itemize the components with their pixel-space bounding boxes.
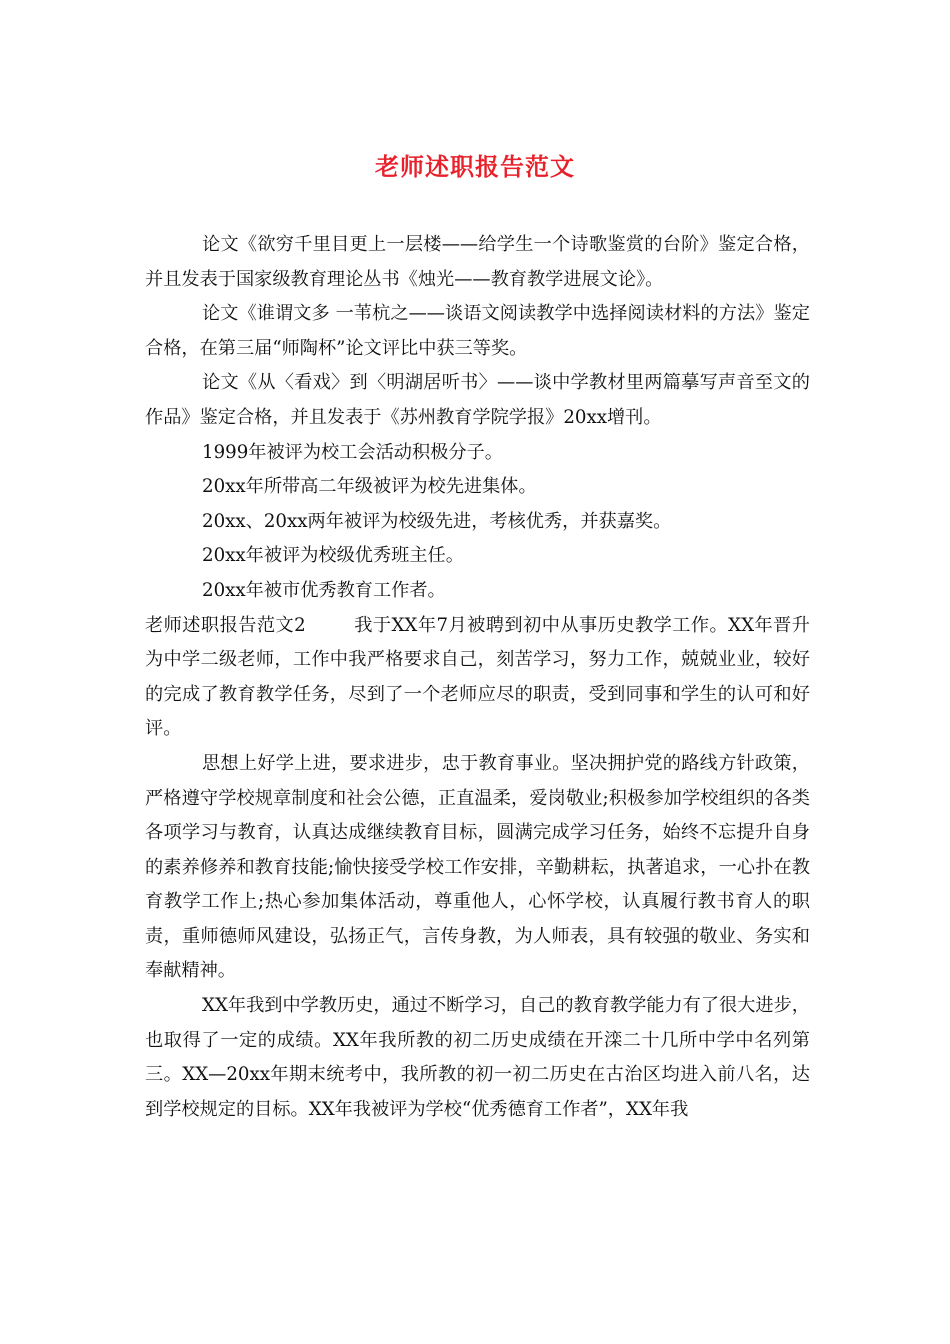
paragraph: 20xx年被评为校级优秀班主任。 bbox=[202, 545, 464, 567]
paragraph: 论文《欲穷千里目更上一层楼——给学生一个诗歌鉴赏的台阶》鉴定合格，并且发表于国家级教育理论丛书《烛光——教育教学进展文论》。 bbox=[145, 234, 810, 290]
section-2-intro bbox=[145, 609, 810, 747]
paragraph: XX年我到中学教历史，通过不断学习，自己的教育教学能力有了很大进步，也取得了一定的成绩。XX年我所教的初二历史成绩在开滦二十几所中学中名列第三。XX—20xx年期末统考中，我所教的初一初二历史在古治区均进入前八名，达到学校规定的目标。XX年我被评为学校“优秀德育工作者”，XX年我 bbox=[145, 995, 810, 1120]
paragraph: 思想上好学上进，要求进步，忠于教育事业。坚决拥护党的路线方针政策，严格遵守学校规章制度和社会公德，正直温柔，爱岗敬业;积极参加学校组织的各类各项学习与教育，认真达成继续教育目标，圆满完成学习任务，始终不忘提升自身的素养修养和教育技能;愉快接受学校工作安排，辛勤耕耘，执著追求，一心扑在教育教学工作上;热心参加集体活动，尊重他人，心怀学校，认真履行教书育人的职责，重师德师风建设，弘扬正气，言传身教，为人师表，具有较强的敬业、务实和奉献精神。 bbox=[145, 752, 810, 982]
paragraph: 20xx年所带高二年级被评为校先进集体。 bbox=[202, 476, 537, 498]
paragraph: 20xx、20xx两年被评为校级先进，考核优秀，并获嘉奖。 bbox=[202, 510, 672, 532]
document-title: 老师述职报告范文 bbox=[375, 152, 575, 181]
section-2-first-text: 我于XX年7月被聘到初中从事历史教学工作。XX年晋升为中学二级老师，工作中我严格要求自己，刻苦学习，努力工作，兢兢业业，较好的完成了教育教学任务，尽到了一个老师应尽的职责，受到同事和学生的认可和好评。 bbox=[145, 614, 810, 740]
paragraph: 1999年被评为校工会活动积极分子。 bbox=[202, 441, 503, 463]
section-heading: 老师述职报告范文2 bbox=[145, 614, 306, 636]
paragraph: 论文《从〈看戏〉到〈明湖居听书〉——谈中学教材里两篇摹写声音至文的作品》鉴定合格，并且发表于《苏州教育学院学报》20xx增刊。 bbox=[145, 372, 810, 428]
paragraph: 论文《谁谓文多 一苇杭之——谈语文阅读教学中选择阅读材料的方法》鉴定合格，在第三届“师陶杯”论文评比中获三等奖。 bbox=[145, 303, 810, 359]
paragraph: 20xx年被市优秀教育工作者。 bbox=[202, 579, 446, 601]
document-body bbox=[145, 228, 810, 1127]
